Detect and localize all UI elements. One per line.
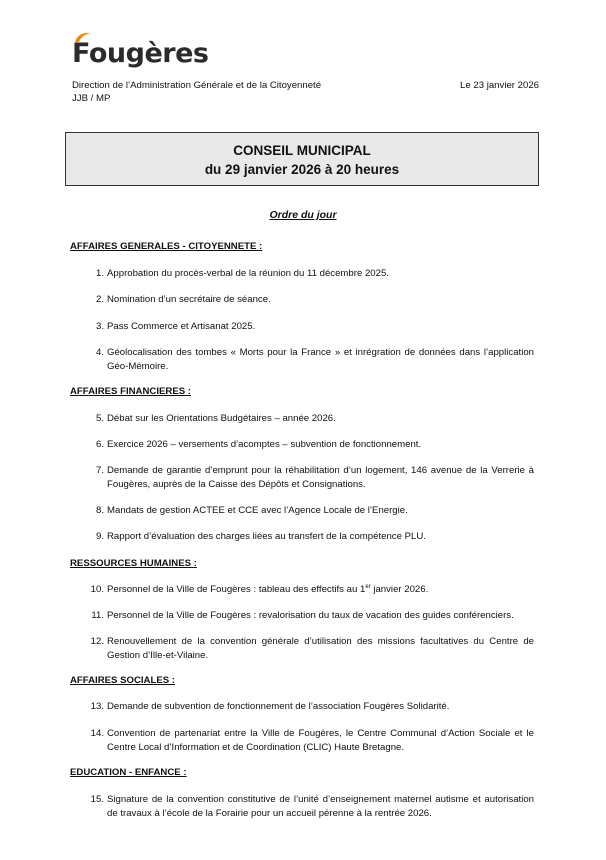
agenda-item [88, 583, 534, 597]
title-line-1: CONSEIL MUNICIPAL [233, 143, 371, 158]
item-text: Convention de partenariat entre la Ville de Fougères, le Centre Communal d’Action Sociale et le Centre Local d’Information et de Coordination (CLIC) Haute Bretagne. [107, 728, 534, 753]
agenda-item [88, 609, 534, 623]
agenda-item [88, 346, 534, 374]
item-text: Personnel de la Ville de Fougères : revalorisation du taux de vacation des guides conférenciers. [107, 610, 514, 621]
letterhead-sender [72, 79, 321, 105]
agenda-item [88, 727, 534, 755]
item-text: Nomination d’un secrétaire de séance. [107, 294, 271, 305]
item-number: 11. [91, 610, 104, 621]
agenda-item [88, 320, 534, 334]
item-number: 5. [95, 413, 104, 424]
item-number: 14. [90, 728, 104, 739]
section-heading: AFFAIRES GENERALES - CITOYENNETE : [70, 241, 263, 252]
item-text: Demande de subvention de fonctionnement de l’association Fougères Solidarité. [107, 701, 450, 712]
item-number: 3. [95, 321, 104, 332]
title-box [65, 132, 539, 186]
document-date: Le 23 janvier 2026 [460, 80, 539, 91]
agenda-item [88, 504, 534, 518]
item-text: Personnel de la Ville de Fougères : tableau des effectifs au 1er janvier 2026. [107, 583, 429, 595]
agenda-item [88, 438, 534, 452]
item-text: Demande de garantie d’emprunt pour la réhabilitation d’un logement, 146 avenue de la Verrerie à Fougères, auprès de la Caisse des Dépôts et Consignations. [107, 465, 534, 490]
item-text: Rapport d’évaluation des charges liées au transfert de la compétence PLU. [107, 531, 426, 542]
agenda-item [88, 293, 534, 307]
item-text: Approbation du procès-verbal de la réunion du 11 décembre 2025. [107, 268, 389, 279]
item-text: Débat sur les Orientations Budgétaires – année 2026. [107, 413, 336, 424]
section-heading: EDUCATION - ENFANCE : [70, 767, 187, 778]
item-number: 12. [90, 636, 104, 647]
item-number: 8. [95, 505, 104, 516]
item-number: 7. [95, 465, 104, 476]
agenda-item [88, 530, 534, 544]
agenda-item [88, 700, 534, 714]
agenda-item [88, 793, 534, 821]
item-number: 2. [95, 294, 104, 305]
item-text: Signature de la convention constitutive de l’unité d’enseignement maternel autisme et autorisation de travaux à l’école de la Forairie pour un accueil pérenne à la rentrée 2026. [107, 794, 534, 819]
title-line-2: du 29 janvier 2026 à 20 heures [204, 162, 400, 177]
item-number: 1. [95, 268, 104, 279]
section-heading: AFFAIRES SOCIALES : [70, 675, 176, 686]
agenda-item [88, 267, 534, 281]
agenda-item [88, 635, 534, 663]
item-text: Mandats de gestion ACTEE et CCE avec l’Agence Locale de l’Energie. [107, 505, 408, 516]
item-number: 15. [90, 794, 104, 805]
author-initials: JJB / MP [72, 93, 111, 104]
item-text: Renouvellement de la convention générale d’utilisation des missions facultatives du Centre de Gestion d’Ille-et-Vilaine. [107, 636, 534, 661]
item-text: Géolocalisation des tombes « Morts pour la France » et inrégration de données dans l’application Géo-Mémoire. [107, 347, 534, 372]
section-heading: RESSOURCES HUMAINES : [70, 558, 197, 569]
department-name: Direction de l’Administration Générale et de la Citoyenneté [72, 80, 322, 91]
item-text: Exercice 2026 – versements d’acomptes – subvention de fonctionnement. [107, 439, 422, 450]
section-heading: AFFAIRES FINANCIERES : [70, 386, 191, 397]
item-number: 6. [95, 439, 104, 450]
item-text: Pass Commerce et Artisanat 2025. [107, 321, 256, 332]
agenda-item [88, 464, 534, 492]
item-number: 4. [95, 347, 104, 358]
item-number: 13. [90, 701, 104, 712]
item-number: 10. [90, 584, 104, 595]
item-number: 9. [95, 531, 104, 542]
logo-wordmark: Fougères [72, 38, 209, 69]
agenda-heading: Ordre du jour [269, 209, 337, 221]
agenda-item [88, 412, 534, 426]
